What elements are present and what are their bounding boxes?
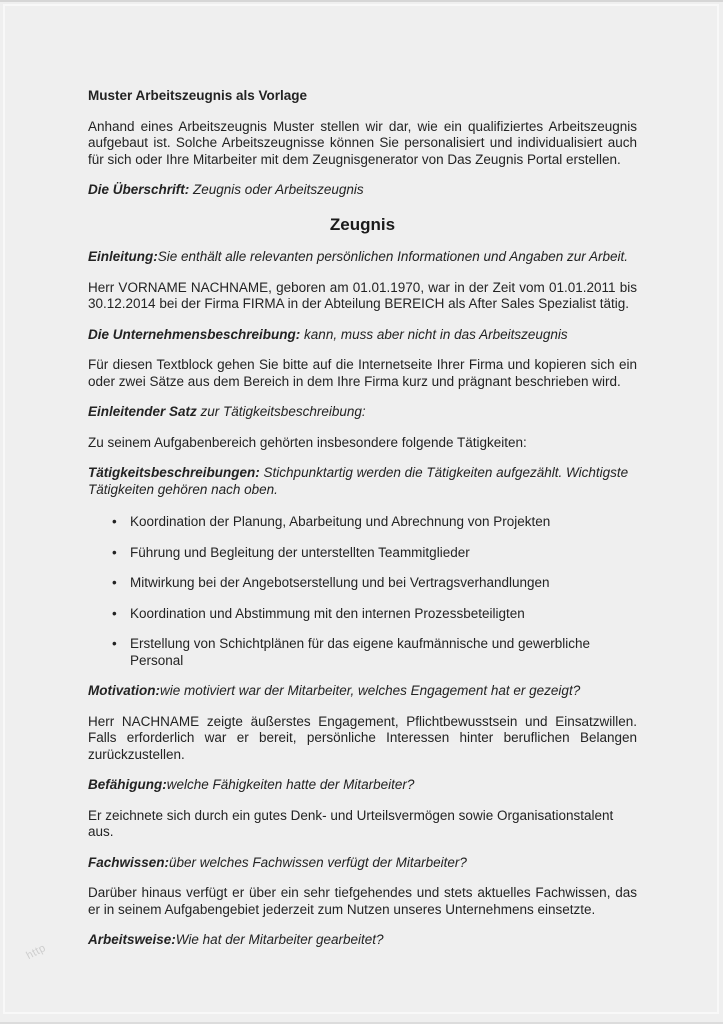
- main-title: Zeugnis: [329, 214, 396, 234]
- arbeitsweise-label: Arbeitsweise:: [88, 932, 176, 947]
- einleitender-satz-line: [88, 404, 637, 421]
- list-item-text: Koordination und Abstimmung mit den internen Prozessbeteiligten: [130, 605, 525, 621]
- arbeitsweise-line: [88, 932, 637, 949]
- unternehmen-label: Die Unternehmensbeschreibung:: [88, 326, 301, 342]
- bullet-icon: •: [112, 636, 117, 651]
- motivation-label: Motivation:: [88, 683, 160, 698]
- ueberschrift-label: Die Überschrift:: [88, 182, 190, 197]
- aufgaben-intro: Zu seinem Aufgabenbereich gehörten insbesondere folgende Tätigkeiten:: [88, 434, 527, 450]
- motivation-text: wie motiviert war der Mitarbeiter, welches Engagement hat er gezeigt?: [160, 683, 581, 698]
- befaehigung-label: Befähigung:: [88, 777, 167, 792]
- task-bullet-list: [88, 514, 637, 669]
- einleitung-text: Sie enthält alle relevanten persönlichen Informationen und Angaben zur Arbeit.: [157, 249, 629, 264]
- bullet-icon: •: [112, 514, 117, 529]
- textblock-paragraph: Für diesen Textblock gehen Sie bitte auf die Internetseite Ihrer Firma und kopieren sich ein oder zwei Sätze aus dem Bereich in dem Ihre Firma kurz und prägnant beschrieben wird.: [88, 357, 637, 389]
- arbeitsweise-text: Wie hat der Mitarbeiter gearbeitet?: [175, 932, 384, 947]
- unternehmen-line: [88, 327, 637, 344]
- fachwissen-line: [88, 855, 637, 872]
- taetigkeiten-line: [88, 465, 637, 498]
- list-item-text: Koordination der Planung, Abarbeitung und Abrechnung von Projekten: [130, 514, 551, 529]
- bullet-icon: •: [112, 544, 117, 560]
- person-paragraph: Herr VORNAME NACHNAME, geboren am 01.01.1970, war in der Zeit vom 01.01.2011 bis 30.12.2014 bei der Firma FIRMA in der Abteilung BEREICH als After Sales Spezialist tätig.: [88, 279, 637, 311]
- befaehigung-paragraph: Er zeichnete sich durch ein gutes Denk- und Urteilsvermögen sowie Organisationstalent aus.: [88, 807, 614, 839]
- taetigkeiten-label: Tätigkeitsbeschreibungen:: [88, 465, 260, 480]
- motivation-line: [88, 683, 637, 700]
- befaehigung-line: [88, 777, 637, 794]
- einleitung-line: [88, 249, 637, 266]
- fachwissen-text: über welches Fachwissen verfügt der Mitarbeiter?: [169, 854, 467, 870]
- list-item: [88, 575, 637, 592]
- list-item: [88, 514, 637, 531]
- ueberschrift-line: [88, 182, 637, 199]
- taetigkeiten-text: Stichpunktartig werden die Tätigkeiten aufgezählt. Wichtigste Tätigkeiten gehören nach oben.: [88, 465, 629, 497]
- watermark-text: http: [24, 941, 48, 963]
- ueberschrift-text: Zeugnis oder Arbeitszeugnis: [189, 182, 364, 197]
- einleitender-satz-text: zur Tätigkeitsbeschreibung:: [196, 404, 366, 419]
- list-item-text: Mitwirkung bei der Angebotserstellung und bei Vertragsverhandlungen: [130, 575, 550, 590]
- motivation-paragraph: Herr NACHNAME zeigte äußerstes Engagement, Pflichtbewusstsein und Einsatzwillen. Falls erforderlich war er bereit, persönliche Interessen hinter beruflichen Belangen zurückzustellen.: [88, 713, 637, 762]
- list-item-text: Erstellung von Schichtplänen für das eigene kaufmännische und gewerbliche Personal: [130, 636, 591, 668]
- intro-heading: Muster Arbeitszeugnis als Vorlage: [88, 88, 308, 103]
- intro-paragraph: Anhand eines Arbeitszeugnis Muster stellen wir dar, wie ein qualifiziertes Arbeitszeugnis aufgebaut ist. Solche Arbeitszeugnisse können Sie personalisiert und individualisiert auch für sich oder Ihre Mitarbeiter mit dem Zeugnisgenerator von Das Zeugnis Portal erstellen.: [88, 118, 637, 167]
- fachwissen-label: Fachwissen:: [88, 854, 170, 870]
- einleitender-satz-label: Einleitender Satz: [88, 404, 197, 419]
- unternehmen-text: kann, muss aber nicht in das Arbeitszeugnis: [300, 326, 568, 342]
- list-item-text: Führung und Begleitung der unterstellten Teammitglieder: [130, 544, 470, 560]
- bullet-icon: •: [112, 575, 117, 590]
- einleitung-label: Einleitung:: [88, 249, 158, 264]
- list-item: [88, 545, 637, 562]
- fachwissen-paragraph: Darüber hinaus verfügt er über ein sehr tiefgehendes und stets aktuelles Fachwissen, das er in seinem Aufgabengebiet jederzeit zum Nutzen unseres Unternehmens einsetzte.: [88, 885, 637, 917]
- list-item: [88, 606, 637, 623]
- befaehigung-text: welche Fähigkeiten hatte der Mitarbeiter?: [166, 777, 415, 792]
- document-content: [0, 2, 723, 949]
- list-item: [88, 636, 637, 669]
- bullet-icon: •: [112, 605, 117, 621]
